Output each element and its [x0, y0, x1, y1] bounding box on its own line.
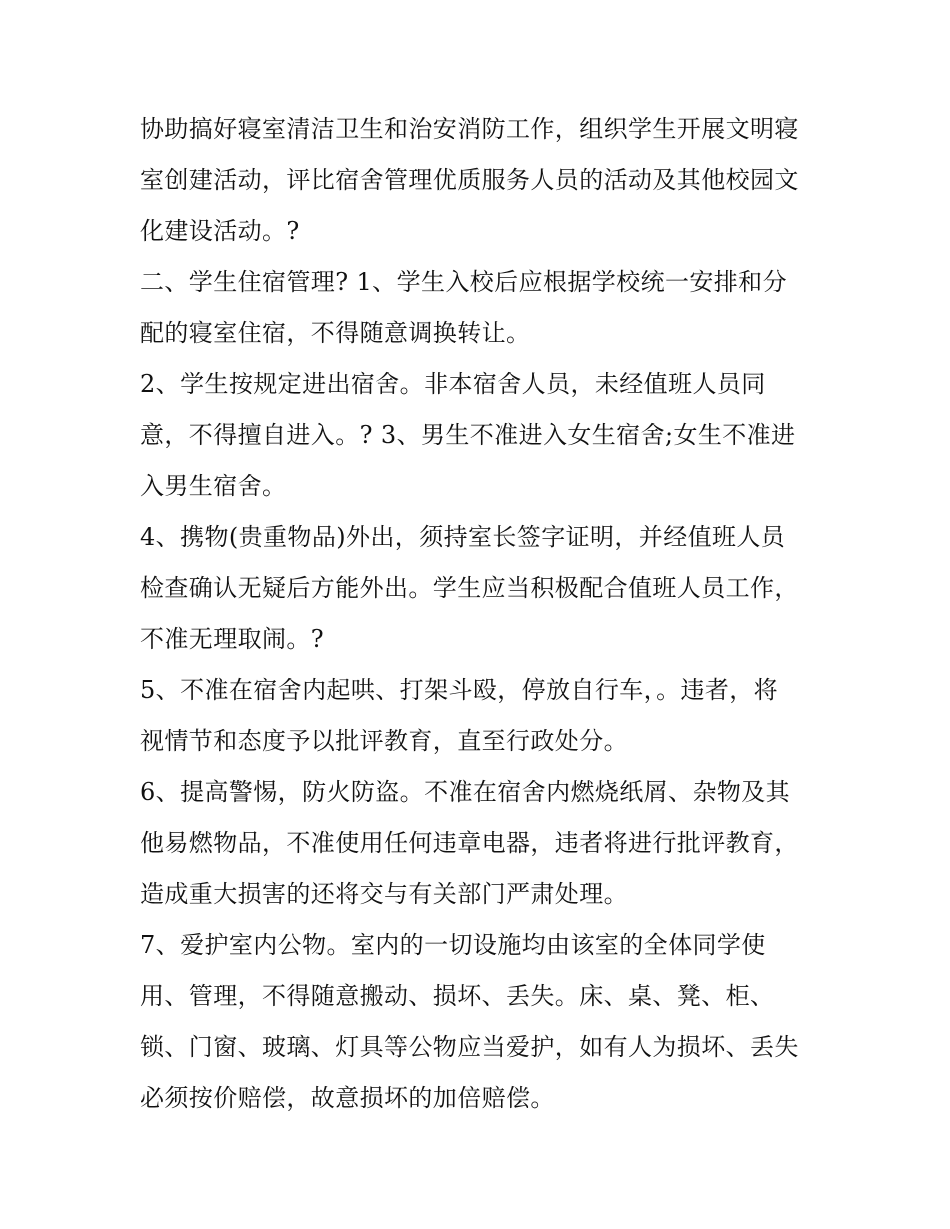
text-line: 二、学生住宿管理? 1、学生入校后应根据学校统一安排和分: [140, 268, 787, 296]
text-line: 7、爱护室内公物。室内的一切设施均由该室的全体同学使: [140, 931, 766, 959]
text-line: 检查确认无疑后方能外出。学生应当积极配合值班人员工作，: [140, 574, 799, 602]
text-line: 2、学生按规定进出宿舍。非本宿舍人员，未经值班人员同: [140, 370, 766, 398]
text-line: 室创建活动，评比宿舍管理优质服务人员的活动及其他校园文: [140, 166, 799, 194]
text-line: 锁、门窗、玻璃、灯具等公物应当爱护，如有人为损坏、丢失: [140, 1033, 799, 1061]
text-line: 化建设活动。?: [140, 217, 300, 245]
text-line: 4、携物(贵重物品)外出，须持室长签字证明，并经值班人员: [140, 523, 786, 551]
text-line: 不准无理取闹。?: [140, 625, 325, 653]
text-line: 他易燃物品，不准使用任何违章电器，违者将进行批评教育，: [140, 829, 799, 857]
text-line: 协助搞好寝室清洁卫生和治安消防工作，组织学生开展文明寝: [140, 115, 799, 143]
text-line: 必须按价赔偿，故意损坏的加倍赔偿。: [140, 1084, 555, 1112]
text-line: 5、不准在宿舍内起哄、打架斗殴，停放自行车，。违者，将: [140, 676, 779, 704]
text-line: 配的寝室住宿，不得随意调换转让。: [140, 319, 531, 347]
text-line: 视情节和态度予以批评教育，直至行政处分。: [140, 727, 628, 755]
text-line: 6、提高警惕，防火防盗。不准在宿舍内燃烧纸屑、杂物及其: [140, 778, 791, 806]
text-line: 用、管理，不得随意搬动、损坏、丢失。床、桌、凳、柜、: [140, 982, 775, 1010]
text-line: 入男生宿舍。: [140, 472, 287, 500]
text-line: 造成重大损害的还将交与有关部门严肃处理。: [140, 880, 628, 908]
document-body: [140, 104, 820, 1124]
text-line: 意，不得擅自进入。? 3、男生不准进入女生宿舍;女生不准进: [140, 421, 796, 449]
